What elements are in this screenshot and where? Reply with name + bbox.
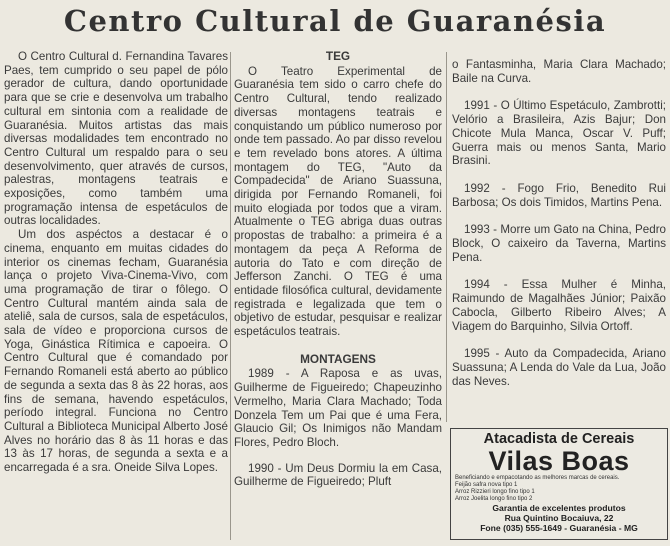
intro-paragraph: O Centro Cultural d. Fernandina Tavares Paes, tem cumprido o seu papel de pólo gerador de cultura, dando oportunidade para que se crie e desenvolva um trabalho cultural em sintonia com a realidade de Guaranésia. Muitos artistas das mais diversas modalidades tem encontrado no Centro Cultural um respaldo para o seu desenvolvimento, quer através de cursos, palestras, montagens teatrais e exposições, como também uma programação intensa de espetáculos de outras localidades. — [4, 50, 228, 228]
ad-guarantee: Garantia de excelentes produtos — [492, 503, 626, 513]
column-intro — [4, 50, 228, 475]
column-divider — [446, 52, 447, 422]
montagem-1990-continued: o Fantasminha, Maria Clara Machado; Baile na Curva. — [452, 58, 666, 85]
column-divider — [230, 52, 231, 540]
teg-paragraph: O Teatro Experimental de Guaranésia tem sido o carro chefe do Centro Cultural, tendo realizado diversas montagens teatrais e conquistando um público numeroso por onde tem passado. Ao par disso revelou e tem revelado bons atores. A última montagem do TEG, "Auto da Compadecida" de Ariano Suassuna, dirigida por Fernando Romaneli, foi muito elogiada por todos que a viram. Atualmente o TEG abriga duas outras propostas de trabalho: a primeira é a montagem da peça A Reforma de autoria do Tato e com direção de Jefferson Zanchi. O TEG é uma entidade filosófica cultural, devidamente registrada e legalizada que tem o objetivo de estudar, pesquisar e realizar espetáculos teatrais. — [234, 64, 442, 339]
advertisement-box — [450, 428, 668, 540]
column-montagens — [452, 58, 666, 402]
ad-phone: Fone (035) 555-1649 - Guaranésia - MG — [480, 523, 638, 533]
cinema-paragraph: Um dos aspéctos a destacar é o cinema, enquanto em muitas cidades do interior os cinemas fecham, Guaranésia lança o projeto Viva-Cinema-Vivo, com uma programação de tirar o fôlego. O Centro Cultural mantém ainda sala de ateliê, sala de cursos, sala de espetáculos, sala de vídeo e proporciona cursos de Yoga, Ginástica Rítimica e capoeira. O Centro Cultural que é comandado por Fernando Romaneli está aberto ao público de segunda a sexta das 8 às 22 horas, aos fins de semana, havendo espetáculos, período integral. Funciona no Centro Cultural a Biblioteca Municipal Alberto José Alves no horário das 8 às 11 horas e das 13 às 17 horas, de segunda a sexta e a encarregada é a sra. Oneide Silva Lopes. — [4, 228, 228, 475]
ad-product: Arroz Rizzieri longo fino tipo 1 — [455, 489, 535, 495]
teg-heading: TEG — [325, 49, 351, 63]
montagem-1993: 1993 - Morre um Gato na China, Pedro Block, O caixeiro da Taverna, Martins Pena. — [452, 223, 666, 264]
ad-tagline: Beneficiando e empacotando as melhores marcas de cereais. — [455, 475, 620, 481]
montagem-1992: 1992 - Fogo Frio, Benedito Rui Barbosa; Os dois Timidos, Martins Pena. — [452, 181, 666, 209]
montagem-1991: 1991 - O Último Espetáculo, Zambrotti; Velório a Brasileira, Azis Bajur; Don Chicote Mula Manca, Oscar V. Puff; Guerra mais ou menos Santa, Mario Brasini. — [452, 99, 666, 168]
montagem-1994: 1994 - Essa Mulher é Minha, Raimundo de Magalhães Júnior; Paixão Cabocla, Gilberto Ribeiro Alves; A Viagem do Barquinho, Silvia Ortoff. — [452, 278, 666, 333]
ad-heading: Atacadista de Cereais — [483, 431, 635, 447]
column-teg — [234, 50, 442, 501]
article-title: Centro Cultural de Guaranésia — [63, 4, 607, 38]
ad-product: Feijão safra nova tipo 1 — [455, 482, 518, 488]
ad-address: Rua Quintino Bocaiuva, 22 — [504, 513, 614, 523]
montagem-1989: 1989 - A Raposa e as uvas, Guilherme de Figueiredo; Chapeuzinho Vermelho, Maria Clara Machado; Toda Donzela Tem um Pai que é uma Fera, Glaucio Gil; Os Inimigos não Mandam Flores, Pedro Bloch. — [234, 367, 442, 449]
montagens-heading: MONTAGENS — [300, 351, 376, 366]
montagem-1990: 1990 - Um Deus Dormiu la em Casa, Guilherme de Figueiredo; Pluft — [234, 461, 442, 489]
ad-product: Arroz Joelita longo fino tipo 2 — [455, 496, 533, 502]
montagem-1995: 1995 - Auto da Compadecida, Ariano Suassuna; A Lenda do Vale da Lua, João das Neves. — [452, 347, 666, 388]
ad-brand-name: Vilas Boas — [488, 446, 630, 476]
